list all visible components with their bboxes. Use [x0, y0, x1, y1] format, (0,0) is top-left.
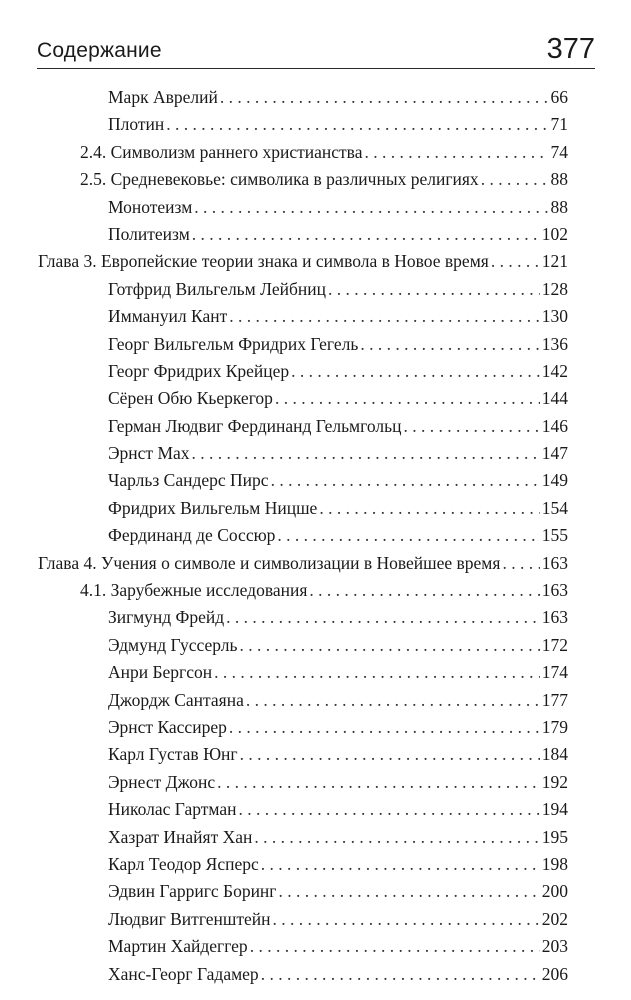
toc-entry-title: 2.5. Средневековье: символика в различных религиях [80, 169, 479, 190]
toc-entry-page: 198 [541, 853, 568, 874]
toc-entry-page: 154 [541, 497, 568, 518]
dot-leader [491, 251, 540, 272]
toc-entry [0, 470, 631, 497]
dot-leader [309, 580, 539, 601]
toc-entry-title: Хазрат Инайят Хан [108, 826, 253, 847]
toc-entry [0, 936, 631, 963]
dot-leader [240, 744, 540, 765]
toc-entry-page: 121 [541, 251, 568, 272]
running-header [37, 28, 595, 69]
toc-entry-page: 155 [541, 525, 568, 546]
toc-entry-title: Георг Фридрих Крейцер [108, 360, 290, 381]
dot-leader [214, 662, 540, 683]
toc-entry-page: 179 [541, 716, 568, 737]
toc-entry-title: Георг Вильгельм Фридрих Гегель [108, 333, 359, 354]
toc-entry-page: 128 [541, 278, 568, 299]
table-of-contents [0, 87, 631, 991]
toc-entry [0, 251, 631, 278]
toc-entry-page: 146 [541, 415, 568, 436]
toc-entry [0, 854, 631, 881]
toc-entry-page: 194 [541, 799, 568, 820]
dot-leader [275, 388, 540, 409]
dot-leader [328, 279, 540, 300]
toc-entry-page: 184 [541, 744, 568, 765]
toc-entry [0, 334, 631, 361]
toc-entry-title: Людвиг Витгенштейн [108, 908, 271, 929]
toc-entry [0, 525, 631, 552]
toc-entry-title: 2.4. Символизм раннего христианства [80, 141, 363, 162]
toc-entry-title: Чарльз Сандерс Пирс [108, 470, 269, 491]
toc-entry-page: 102 [541, 223, 568, 244]
toc-entry [0, 580, 631, 607]
toc-entry [0, 553, 631, 580]
toc-entry [0, 87, 631, 114]
toc-entry-title: Эдмунд Гуссерль [108, 634, 238, 655]
toc-entry-title: Эрнест Джонс [108, 771, 216, 792]
toc-entry-title: Карл Теодор Ясперс [108, 853, 259, 874]
toc-entry [0, 690, 631, 717]
toc-entry [0, 717, 631, 744]
toc-entry-page: 174 [541, 662, 568, 683]
dot-leader [217, 772, 540, 793]
toc-entry-page: 66 [550, 87, 568, 107]
toc-entry-page: 163 [541, 552, 568, 573]
toc-entry-page: 163 [541, 607, 568, 628]
toc-entry-title: Готфрид Вильгельм Лейбниц [108, 278, 326, 299]
toc-entry-title: 4.1. Зарубежные исследования [80, 580, 308, 601]
toc-entry [0, 279, 631, 306]
toc-entry-title: Глава 4. Учения о символе и символизации в Новейшее время [38, 552, 501, 573]
dot-leader [229, 306, 540, 327]
toc-entry-page: 172 [541, 634, 568, 655]
toc-entry-title: Иммануил Кант [108, 306, 228, 327]
toc-entry-page: 88 [550, 196, 568, 217]
dot-leader [502, 553, 539, 574]
dot-leader [192, 443, 540, 464]
toc-entry-page: 206 [541, 963, 568, 984]
dot-leader [291, 361, 540, 382]
dot-leader [365, 142, 549, 163]
dot-leader [360, 334, 539, 355]
dot-leader [277, 525, 539, 546]
section-title: Содержание [37, 39, 162, 62]
toc-entry-title: Джордж Сантаяна [108, 689, 244, 710]
toc-entry-title: Марк Аврелий [108, 87, 218, 107]
toc-entry [0, 169, 631, 196]
toc-entry-page: 177 [541, 689, 568, 710]
dot-leader [403, 416, 539, 437]
toc-entry [0, 416, 631, 443]
toc-entry-page: 130 [541, 306, 568, 327]
dot-leader [261, 964, 540, 985]
toc-entry-title: Плотин [108, 114, 165, 135]
dot-leader [194, 197, 548, 218]
toc-entry [0, 635, 631, 662]
toc-entry-page: 147 [541, 443, 568, 464]
toc-entry-title: Фридрих Вильгельм Ницше [108, 497, 318, 518]
toc-entry-title: Политеизм [108, 223, 190, 244]
toc-entry-page: 142 [541, 360, 568, 381]
dot-leader [220, 87, 549, 108]
toc-entry-page: 163 [541, 580, 568, 601]
toc-entry [0, 964, 631, 991]
toc-entry [0, 881, 631, 908]
dot-leader [229, 717, 540, 738]
dot-leader [226, 607, 540, 628]
toc-entry-page: 136 [541, 333, 568, 354]
page-number: 377 [546, 33, 595, 65]
toc-entry-title: Мартин Хайдеггер [108, 936, 248, 957]
toc-entry [0, 799, 631, 826]
toc-entry-page: 149 [541, 470, 568, 491]
toc-entry [0, 744, 631, 771]
toc-entry-title: Зигмунд Фрейд [108, 607, 225, 628]
toc-entry-title: Герман Людвиг Фердинанд Гельмгольц [108, 415, 402, 436]
toc-entry-title: Ханс-Георг Гадамер [108, 963, 259, 984]
toc-entry [0, 197, 631, 224]
toc-entry-page: 88 [550, 169, 568, 190]
toc-entry [0, 607, 631, 634]
dot-leader [481, 169, 549, 190]
dot-leader [239, 635, 539, 656]
dot-leader [261, 854, 540, 875]
toc-entry-page: 202 [541, 908, 568, 929]
toc-entry [0, 361, 631, 388]
toc-entry [0, 224, 631, 251]
toc-entry [0, 443, 631, 470]
toc-entry-title: Эдвин Гарригс Боринг [108, 881, 277, 902]
toc-entry [0, 142, 631, 169]
toc-entry [0, 827, 631, 854]
toc-entry [0, 114, 631, 141]
dot-leader [246, 690, 540, 711]
dot-leader [250, 936, 540, 957]
toc-entry-page: 203 [541, 936, 568, 957]
toc-entry [0, 388, 631, 415]
toc-entry-title: Фердинанд де Соссюр [108, 525, 276, 546]
dot-leader [238, 799, 539, 820]
dot-leader [192, 224, 540, 245]
dot-leader [278, 881, 539, 902]
toc-entry-title: Монотеизм [108, 196, 193, 217]
toc-entry-page: 200 [541, 881, 568, 902]
toc-entry-title: Анри Бергсон [108, 662, 213, 683]
toc-entry-page: 192 [541, 771, 568, 792]
toc-entry [0, 498, 631, 525]
dot-leader [273, 909, 540, 930]
toc-entry [0, 772, 631, 799]
toc-entry-title: Эрнст Мах [108, 443, 190, 464]
toc-entry-title: Эрнст Кассирер [108, 716, 227, 737]
dot-leader [271, 470, 540, 491]
toc-entry-page: 74 [550, 141, 568, 162]
toc-entry-page: 71 [550, 114, 568, 135]
dot-leader [166, 114, 548, 135]
toc-entry [0, 306, 631, 333]
toc-entry-title: Сёрен Обю Кьеркегор [108, 388, 273, 409]
toc-entry-title: Карл Густав Юнг [108, 744, 238, 765]
dot-leader [254, 827, 539, 848]
toc-entry-page: 195 [541, 826, 568, 847]
toc-entry [0, 662, 631, 689]
toc-entry-title: Глава 3. Европейские теории знака и символа в Новое время [38, 251, 489, 272]
toc-entry-title: Николас Гартман [108, 799, 237, 820]
toc-entry-page: 144 [541, 388, 568, 409]
toc-entry [0, 909, 631, 936]
dot-leader [319, 498, 539, 519]
